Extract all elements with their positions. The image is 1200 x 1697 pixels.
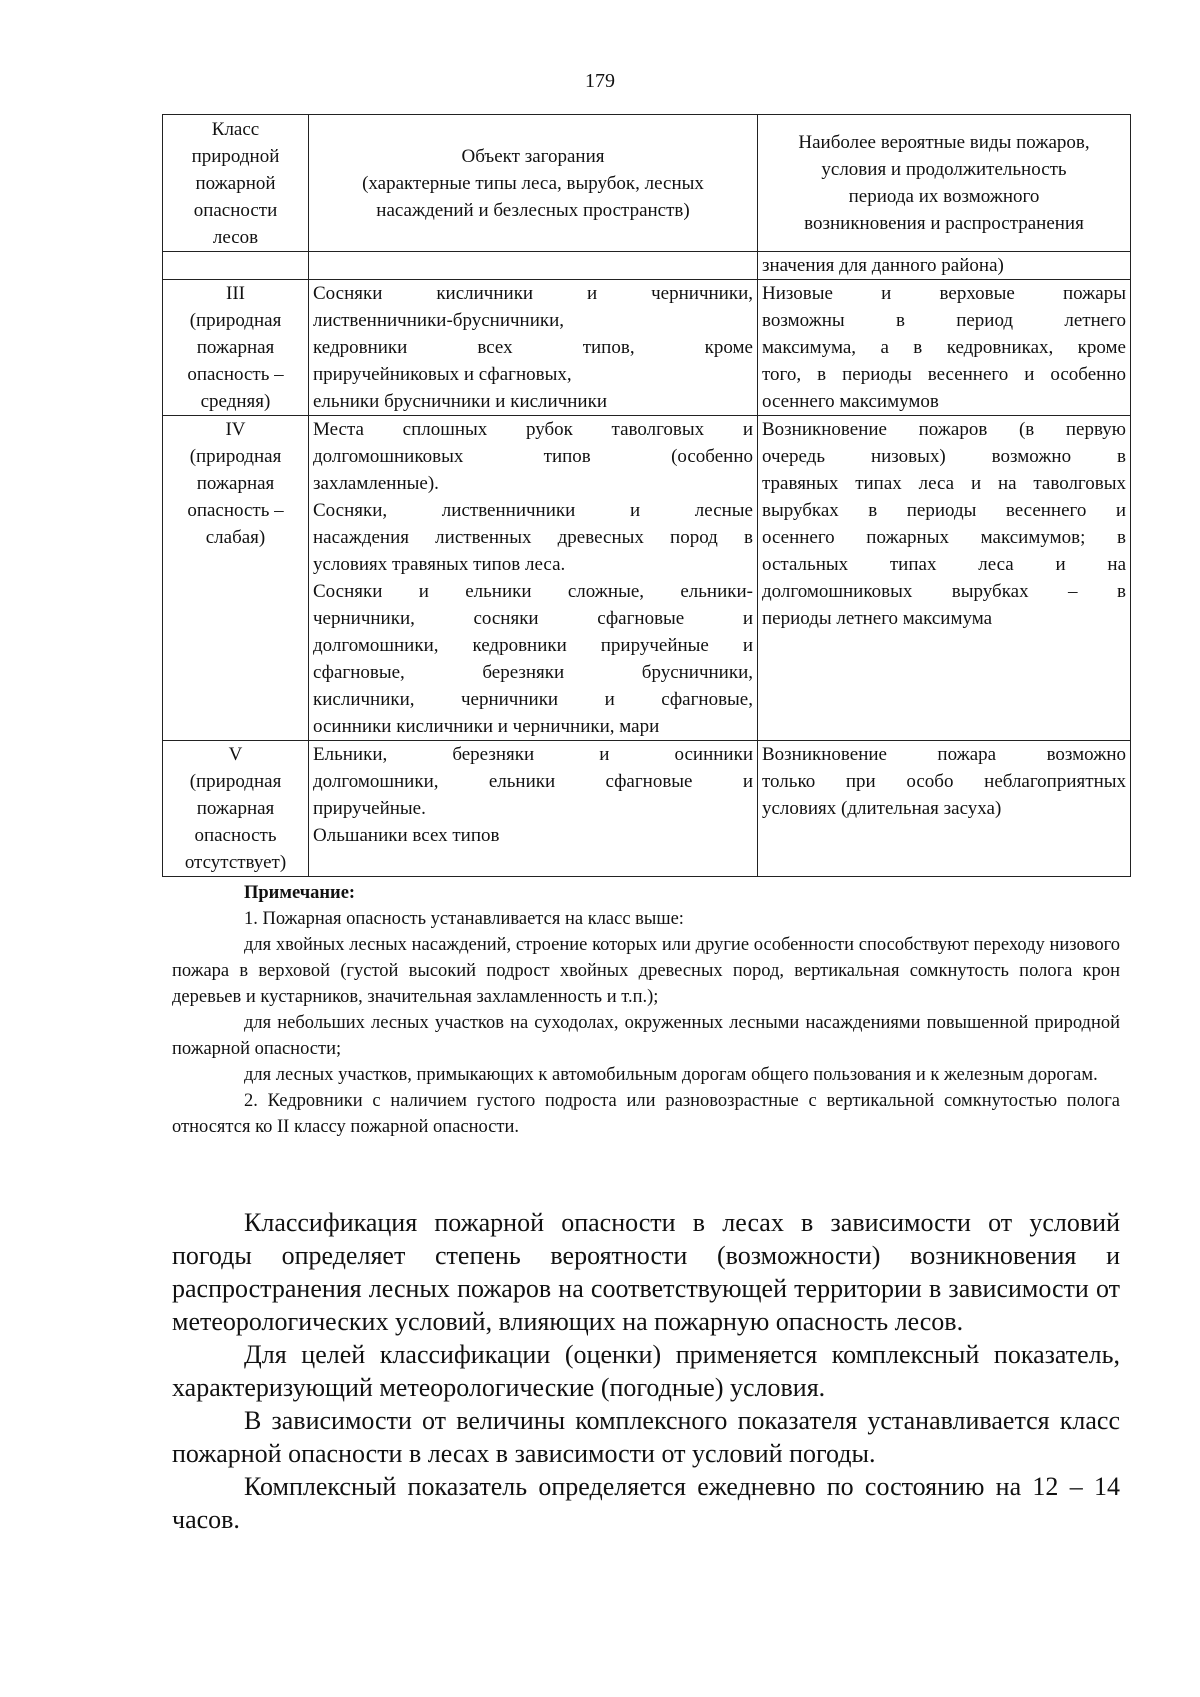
body-paragraph: Для целей классификации (оценки) применяется комплексный показатель, характеризующий метеорологические (погодные) условия. (172, 1340, 1120, 1402)
object-line: приручейные. (313, 798, 426, 819)
object-line: Места сплошных рубок таволговых и (313, 419, 753, 440)
notes-title: Примечание: (244, 883, 356, 903)
note-item-1c: для лесных участков, примыкающих к автомобильным дорогам общего пользования и к железным дорогам. (244, 1065, 1098, 1085)
fires-cell (758, 280, 1131, 416)
object-line: долгомошники, кедровники приручейные и (313, 635, 753, 656)
notes-section (172, 880, 1120, 1140)
page-number: 179 (585, 70, 615, 92)
fires-line: периоды летнего максимума (762, 608, 993, 629)
object-line: осинники кисличники и черничники, мари (313, 716, 660, 737)
header-class-line: опасности (193, 199, 278, 221)
fires-line: долгомошниковых вырубках – в (762, 581, 1126, 602)
class-line: пожарная (196, 798, 275, 819)
header-class-line: природной (191, 145, 280, 167)
class-line: пожарная (196, 473, 275, 494)
class-line: отсутствует) (184, 852, 287, 873)
object-line: насаждения лиственных древесных пород в (313, 527, 753, 548)
class-line: (природная (189, 310, 282, 331)
fires-line: максимума, а в кедровниках, кроме (762, 337, 1126, 358)
note-item-1: 1. Пожарная опасность устанавливается на класс выше: (244, 909, 684, 929)
header-fires-line: возникновения и распространения (804, 213, 1084, 234)
object-line: сфагновые, березняки брусничники, (313, 662, 753, 683)
header-fires-line: условия и продолжительность (821, 159, 1067, 180)
class-line: средняя) (200, 391, 271, 412)
fires-line: вырубках в периоды весеннего и (762, 500, 1126, 521)
empty-cell (163, 252, 309, 280)
fires-line: осеннего пожарных максимумов; в (762, 527, 1126, 548)
header-object-cell (309, 115, 758, 252)
object-line: кисличники, черничники и сфагновые, (313, 689, 753, 710)
table-header-row (163, 115, 1131, 252)
class-line: пожарная (196, 337, 275, 358)
continuation-cell: значения для данного района) (758, 252, 1131, 280)
class-line: V (228, 744, 243, 765)
note-item-1a: для хвойных лесных насаждений, строение которых или другие особенности способствуют переходу низового пожара в верховой (густой высокий подрост хвойных древесных пород, вертикальная сомкнутость полога крон деревьев и кустарников, значительная захламленность и т.п.); (172, 935, 1120, 1007)
table-row-class-5 (163, 741, 1131, 877)
body-paragraph: В зависимости от величины комплексного показателя устанавливается класс пожарной опасности в лесах в зависимости от условий погоды. (172, 1406, 1120, 1468)
class-cell (163, 416, 309, 741)
note-item-1b: для небольших лесных участков на суходолах, окруженных лесными насаждениями повышенной природной пожарной опасности; (172, 1013, 1120, 1059)
body-paragraph: Комплексный показатель определяется ежедневно по состоянию на 12 – 14 часов. (172, 1472, 1120, 1534)
object-line: долгомошники, ельники сфагновые и (313, 771, 753, 792)
class-line: опасность (194, 825, 277, 846)
header-object-line: Объект загорания (461, 145, 605, 167)
header-fires-cell (758, 115, 1131, 252)
class-cell (163, 741, 309, 877)
fires-cell (758, 416, 1131, 741)
class-line: опасность – (187, 500, 284, 521)
object-line: Сосняки, лиственничники и лесные (313, 500, 753, 521)
fires-line: возможны в период летнего (762, 310, 1126, 331)
header-class-cell (163, 115, 309, 252)
fires-cell (758, 741, 1131, 877)
header-class-line: лесов (212, 226, 259, 248)
object-line: долгомошниковых типов (особенно (313, 446, 753, 467)
header-fires-line: Наиболее вероятные виды пожаров, (798, 132, 1090, 153)
continuation-row (163, 252, 1131, 280)
class-cell (163, 280, 309, 416)
fires-line: осеннего максимумов (762, 391, 939, 412)
empty-cell (309, 252, 758, 280)
fires-line: очередь низовых) возможно в (762, 446, 1126, 467)
header-class-line: Класс (211, 118, 260, 140)
fires-line: Низовые и верховые пожары (762, 283, 1126, 304)
class-line: III (226, 283, 245, 304)
fires-line: травяных типах леса и на таволговых (762, 473, 1126, 494)
fire-danger-table (162, 114, 1131, 877)
class-line: слабая) (205, 527, 266, 548)
fires-line: только при особо неблагоприятных (762, 771, 1126, 792)
class-line: опасность – (187, 364, 284, 385)
fires-line: того, в периоды весеннего и особенно (762, 364, 1126, 385)
note-item-2: 2. Кедровники с наличием густого подроста или разновозрастные с вертикальной сомкнутостью полога относятся ко II классу пожарной опасности. (172, 1091, 1120, 1137)
table-row-class-4 (163, 416, 1131, 741)
object-line: ельники брусничники и кисличники (313, 391, 607, 412)
header-fires-line: периода их возможного (848, 186, 1040, 207)
object-line: Ольшаники всех типов (313, 825, 500, 846)
object-cell (309, 280, 758, 416)
table-row-class-3 (163, 280, 1131, 416)
class-line: IV (225, 419, 246, 440)
header-class-line: пожарной (195, 172, 276, 194)
object-line: Ельники, березняки и осинники (313, 744, 753, 765)
body-text (172, 1206, 1120, 1536)
object-line: приручейниковых и сфагновых, (313, 364, 572, 385)
body-paragraph: Классификация пожарной опасности в лесах в зависимости от условий погоды определяет степень вероятности (возможности) возникновения и распространения лесных пожаров на соответствующей территории в зависимости от метеорологических условий, влияющих на пожарную опасность лесов. (172, 1208, 1120, 1336)
object-cell (309, 416, 758, 741)
fires-line: остальных типах леса и на (762, 554, 1126, 575)
object-line: захламленные). (313, 473, 439, 494)
object-line: кедровники всех типов, кроме (313, 337, 753, 358)
object-line: черничники, сосняки сфагновые и (313, 608, 753, 629)
fires-line: условиях (длительная засуха) (762, 798, 1002, 819)
object-line: Сосняки и ельники сложные, ельники- (313, 581, 753, 602)
fires-line: Возникновение пожаров (в первую (762, 419, 1126, 440)
header-object-line: насаждений и безлесных пространств) (376, 199, 690, 221)
header-object-line: (характерные типы леса, вырубок, лесных (362, 172, 704, 194)
class-line: (природная (189, 446, 282, 467)
object-line: лиственничники-брусничники, (313, 310, 565, 331)
class-line: (природная (189, 771, 282, 792)
fires-line: Возникновение пожара возможно (762, 744, 1126, 765)
object-line: Сосняки кисличники и черничники, (313, 283, 753, 304)
object-line: условиях травяных типов леса. (313, 554, 566, 575)
object-cell (309, 741, 758, 877)
